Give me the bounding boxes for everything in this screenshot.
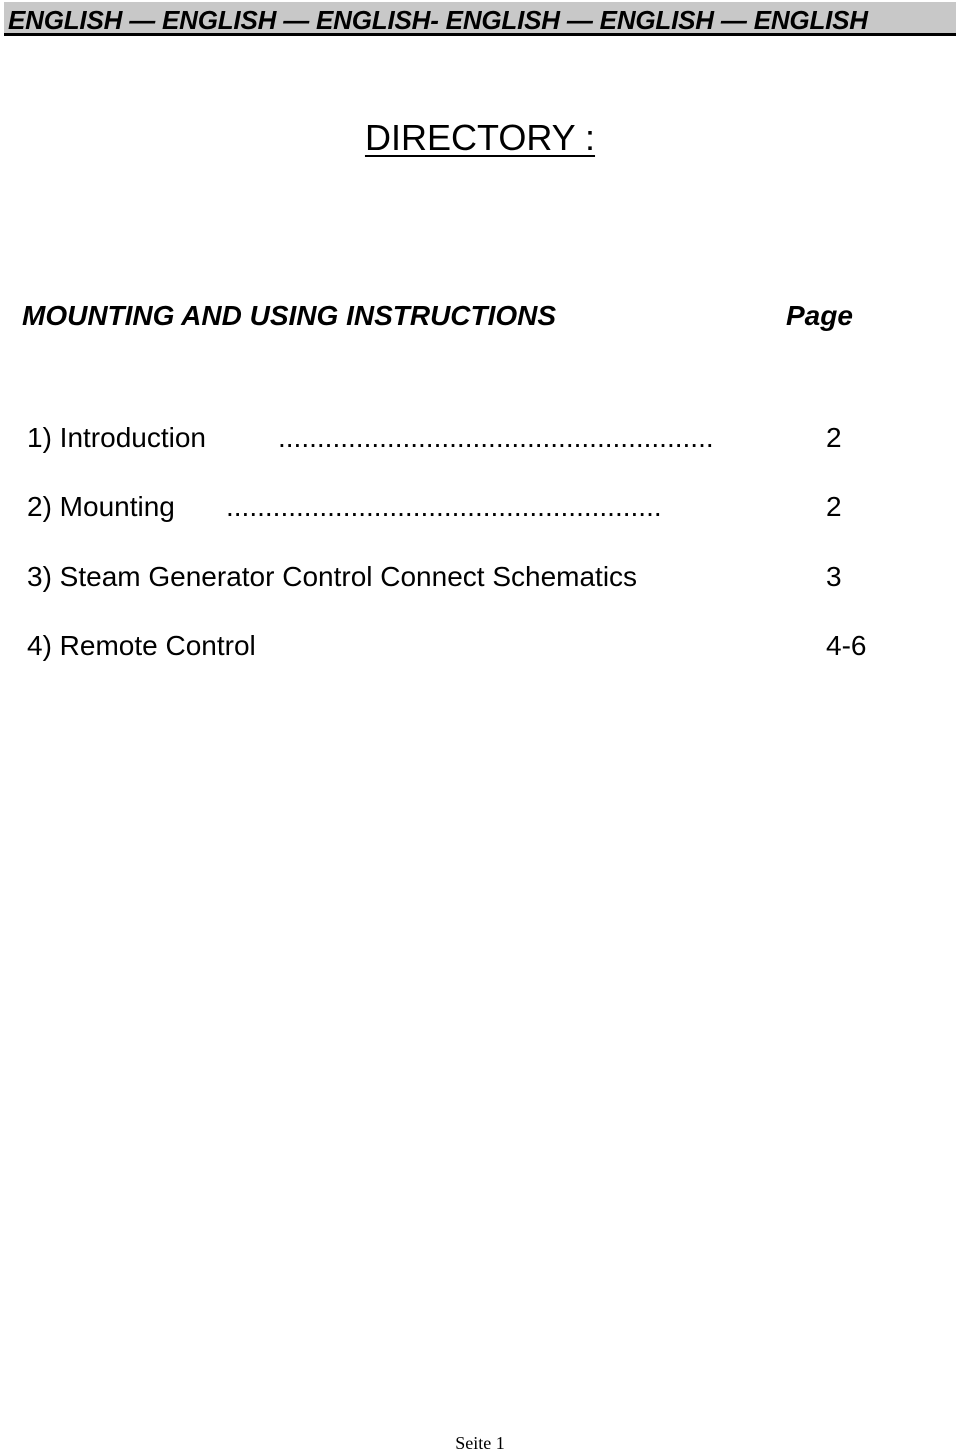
toc-entry-remote-control: 4) Remote Control: [27, 630, 256, 661]
section-heading: MOUNTING AND USING INSTRUCTIONS: [22, 300, 557, 331]
directory-title-text: DIRECTORY :: [364, 117, 596, 158]
toc-page-remote-control: 4-6: [826, 630, 867, 661]
toc-entry-introduction: 1) Introduction: [27, 422, 206, 453]
toc-page-steam-generator: 3: [826, 561, 842, 592]
toc-dots-introduction: ........................................................: [278, 422, 714, 453]
language-header-text: ENGLISH — ENGLISH — ENGLISH- ENGLISH — ENGLISH — ENGLISH: [8, 5, 868, 35]
language-header-bar: [4, 2, 956, 36]
toc-page-mounting: 2: [826, 491, 842, 522]
page-footer: Seite 1: [455, 1433, 505, 1453]
toc-entry-steam-generator: 3) Steam Generator Control Connect Schematics: [27, 561, 638, 592]
toc-entry-mounting: 2) Mounting: [27, 491, 175, 522]
directory-title: [0, 116, 960, 160]
toc-dots-mounting: ........................................................: [226, 491, 662, 522]
toc-page-introduction: 2: [826, 422, 842, 453]
page-column-heading: Page: [786, 300, 853, 331]
